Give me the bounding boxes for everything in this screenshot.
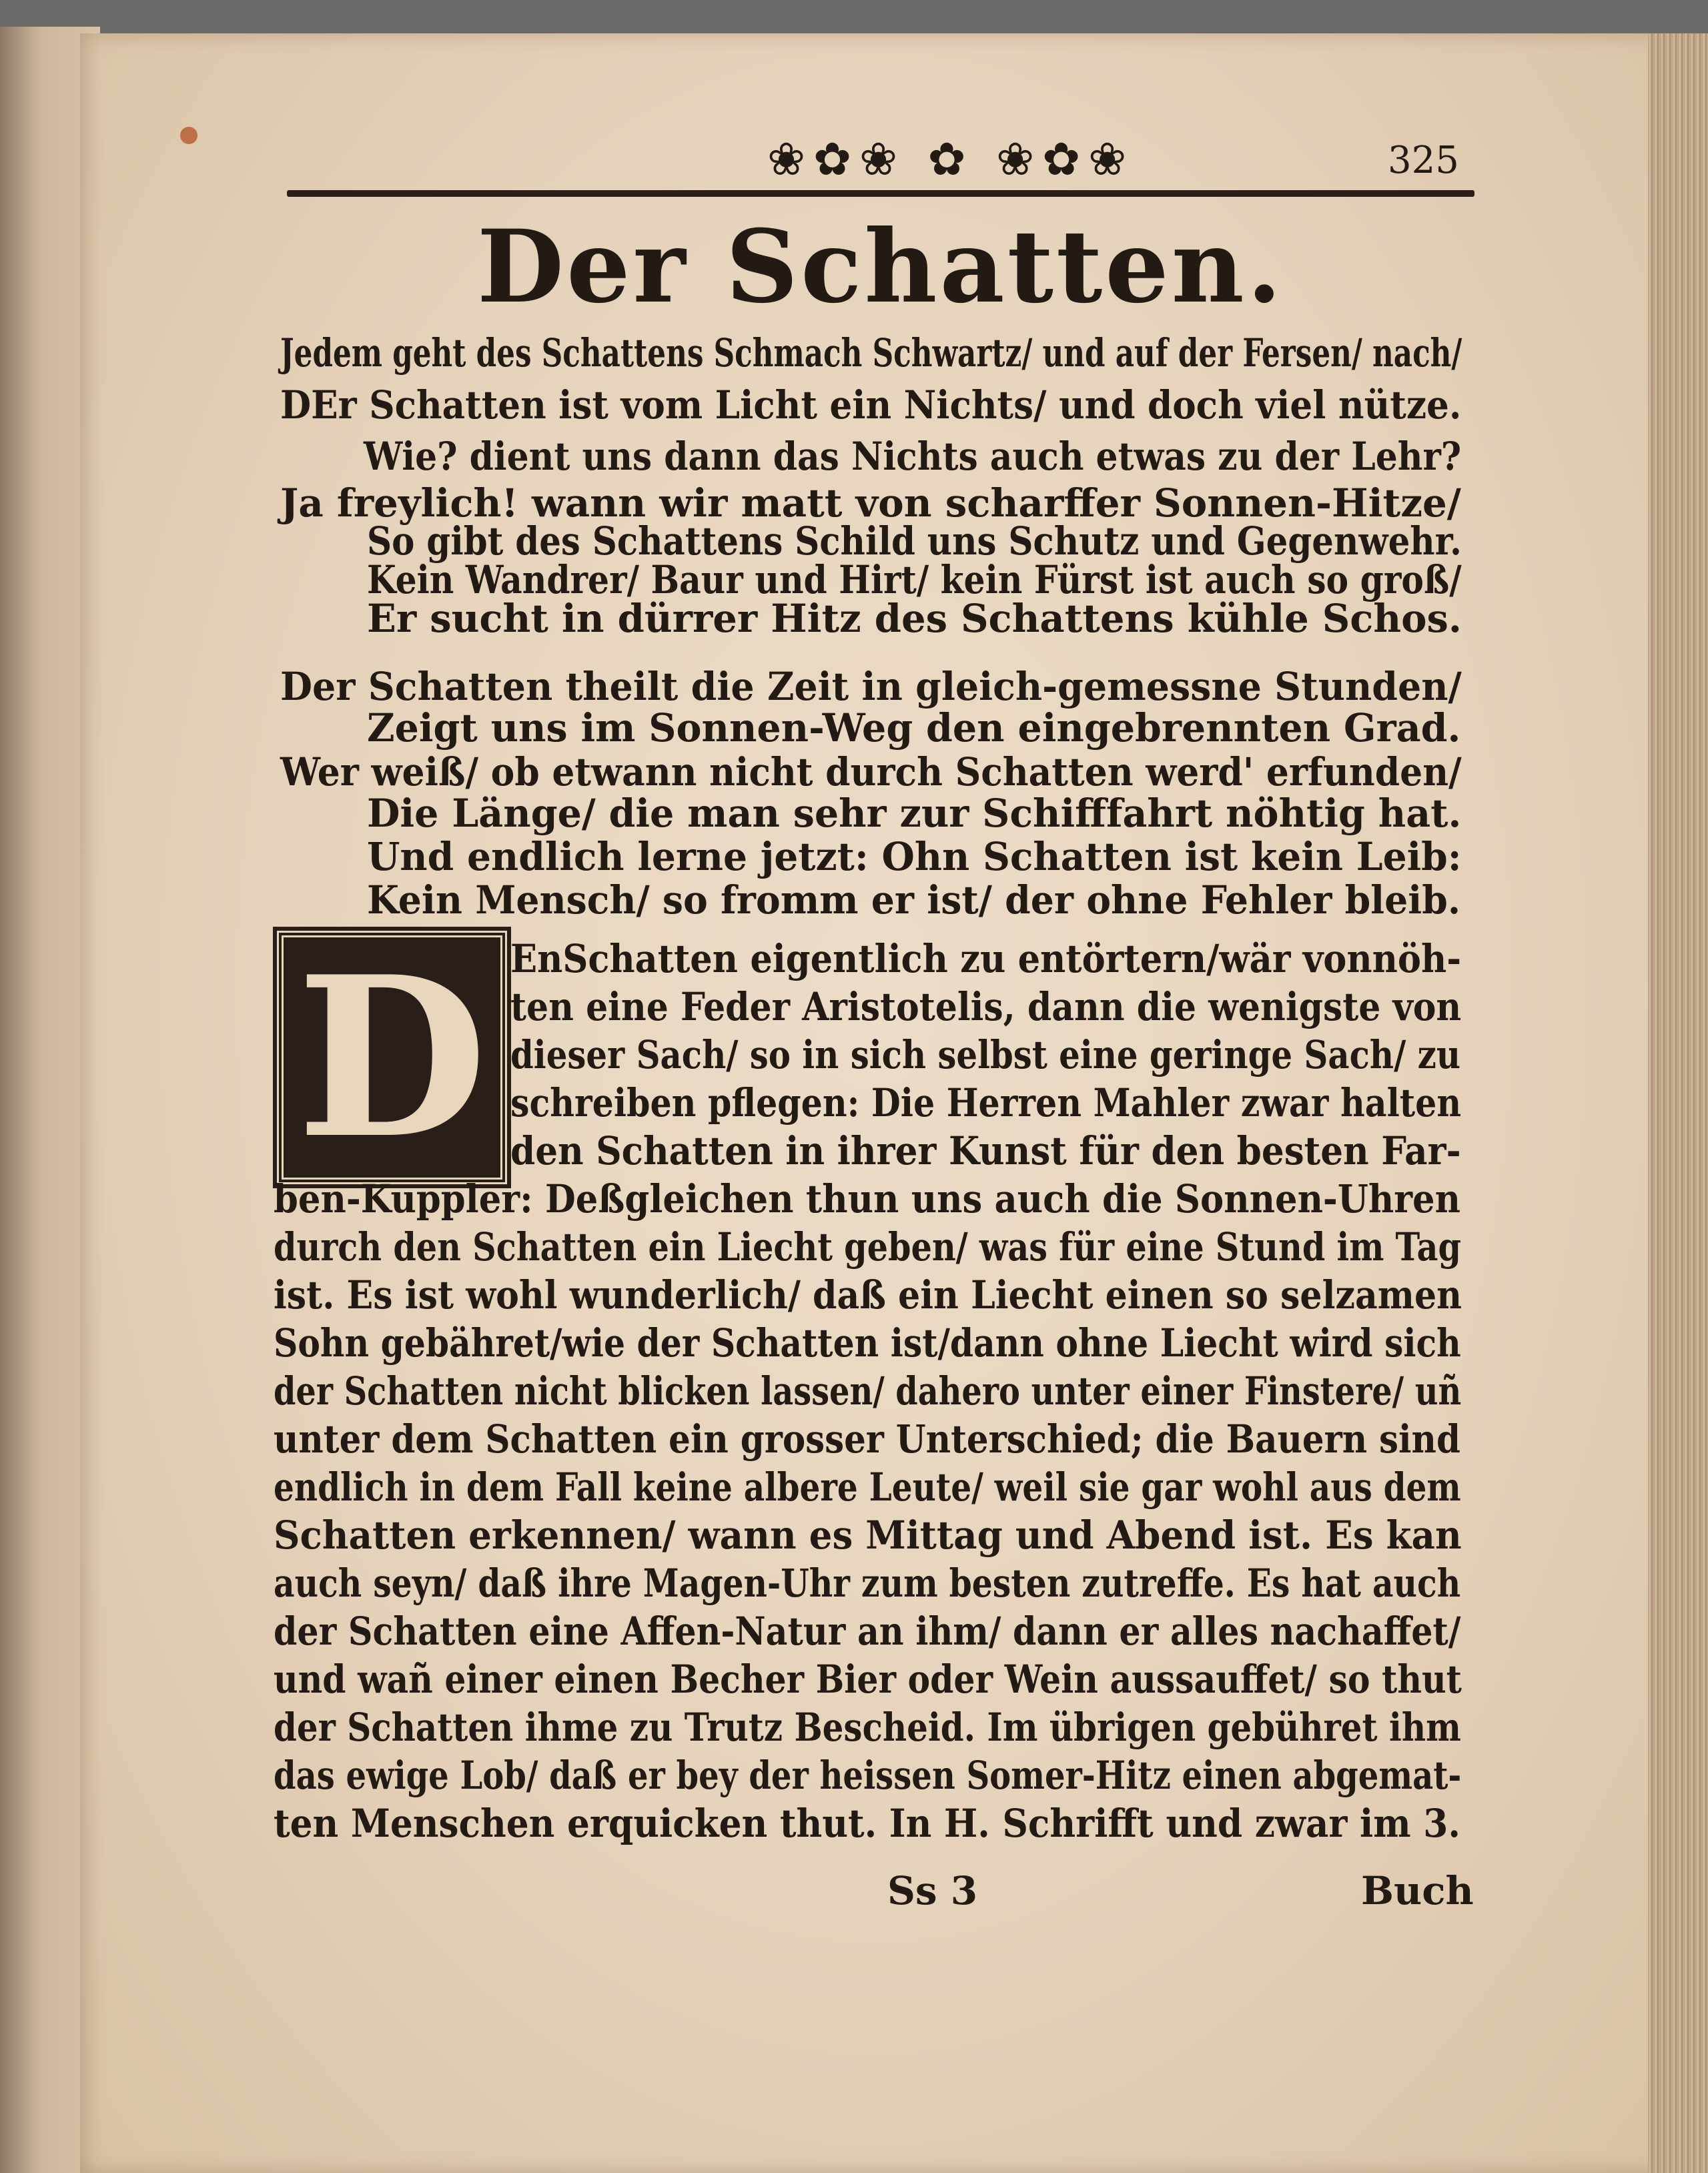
verse-line: Er sucht in dürrer Hitz des Schattens kühle Schos.: [367, 596, 1462, 641]
prose-line: Schatten erkennen/ wann es Mittag und Abend ist. Es kan: [274, 1512, 1462, 1558]
prose-line: das ewige Lob/ daß er bey der heissen Somer-Hitz einen abgemat-: [274, 1753, 1462, 1798]
prose-line: der Schatten nicht blicken lassen/ dahero unter einer Finstere/ uñ: [274, 1368, 1462, 1414]
verse-line: Und endlich lerne jetzt: Ohn Schatten ist kein Leib:: [367, 834, 1462, 879]
verse-motto: Jedem geht des Schattens Schmach Schwartz/ und auf der Fersen/ nach/: [280, 330, 1462, 376]
prose-line: der Schatten eine Affen-Natur an ihm/ dann er alles nachaffet/: [274, 1609, 1461, 1654]
ink-stain: [180, 127, 197, 144]
verse-line: Wer weiß/ ob etwann nicht durch Schatten werd' erfunden/: [280, 749, 1462, 795]
header-ornament: ❀✿❀ ✿ ❀✿❀: [767, 133, 1135, 186]
verse-line: Ja freylich! wann wir matt von scharffer Sonnen-Hitze/: [280, 480, 1461, 526]
running-header: [287, 120, 1488, 200]
verse-line: Kein Wandrer/ Baur und Hirt/ kein Fürst ist auch so groß/: [367, 557, 1462, 602]
verse-line: Wie? dient uns dann das Nichts auch etwas zu der Lehr?: [364, 434, 1462, 479]
prose-line: auch seyn/ daß ihre Magen-Uhr zum besten zutreffe. Es hat auch: [274, 1561, 1461, 1606]
verse-line: So gibt des Schattens Schild uns Schutz und Gegenwehr.: [367, 518, 1462, 564]
prose-line: und wañ einer einen Becher Bier oder Wein aussauffet/ so thut: [274, 1657, 1462, 1702]
decorated-initial: D: [277, 931, 507, 1184]
catchword: Buch: [1361, 1868, 1474, 1913]
verse-line: Kein Mensch/ so fromm er ist/ der ohne Fehler bleib.: [367, 877, 1461, 923]
prose-line: unter dem Schatten ein grosser Unterschied; die Bauern sind: [274, 1416, 1460, 1462]
page-edges: [1648, 33, 1708, 2173]
prose-line: ben-Kuppler: Deßgleichen thun uns auch die Sonnen-Uhren: [274, 1176, 1461, 1222]
prose-line: ist. Es ist wohl wunderlich/ daß ein Liecht einen so selzamen: [274, 1272, 1462, 1318]
prose-line: durch den Schatten ein Liecht geben/ was für eine Stund im Tag: [274, 1224, 1461, 1270]
prose-line: EnSchatten eigentlich zu entörtern/wär vonnöh-: [510, 936, 1462, 981]
prose-line: ten Menschen erquicken thut. In H. Schrifft und zwar im 3.: [274, 1801, 1460, 1846]
prose-line: den Schatten in ihrer Kunst für den besten Far-: [510, 1128, 1461, 1174]
header-rule: [287, 190, 1474, 197]
verse-line: Die Länge/ die man sehr zur Schifffahrt nöhtig hat.: [367, 791, 1462, 836]
prose-line: dieser Sach/ so in sich selbst eine geringe Sach/ zu: [510, 1032, 1461, 1077]
verse-line: Der Schatten theilt die Zeit in gleich-gemessne Stunden/: [280, 664, 1462, 709]
verse-line: Zeigt uns im Sonnen-Weg den eingebrennten Grad.: [367, 705, 1461, 751]
prose-line: der Schatten ihme zu Trutz Bescheid. Im übrigen gebühret ihm: [274, 1705, 1461, 1750]
verse-line: DEr Schatten ist vom Licht ein Nichts/ und doch viel nütze.: [280, 382, 1462, 428]
prose-line: schreiben pflegen: Die Herren Mahler zwar halten: [510, 1080, 1462, 1126]
page-title: Der Schatten.: [477, 208, 1284, 326]
page-number: 325: [1388, 139, 1459, 182]
prose-line: Sohn gebähret/wie der Schatten ist/dann ohne Liecht wird sich: [274, 1320, 1461, 1366]
prose-line: endlich in dem Fall keine albere Leute/ weil sie gar wohl aus dem: [274, 1464, 1461, 1510]
prose-line: ten eine Feder Aristotelis, dann die wenigste von: [510, 984, 1462, 1029]
signature-mark: Ss 3: [887, 1868, 978, 1913]
